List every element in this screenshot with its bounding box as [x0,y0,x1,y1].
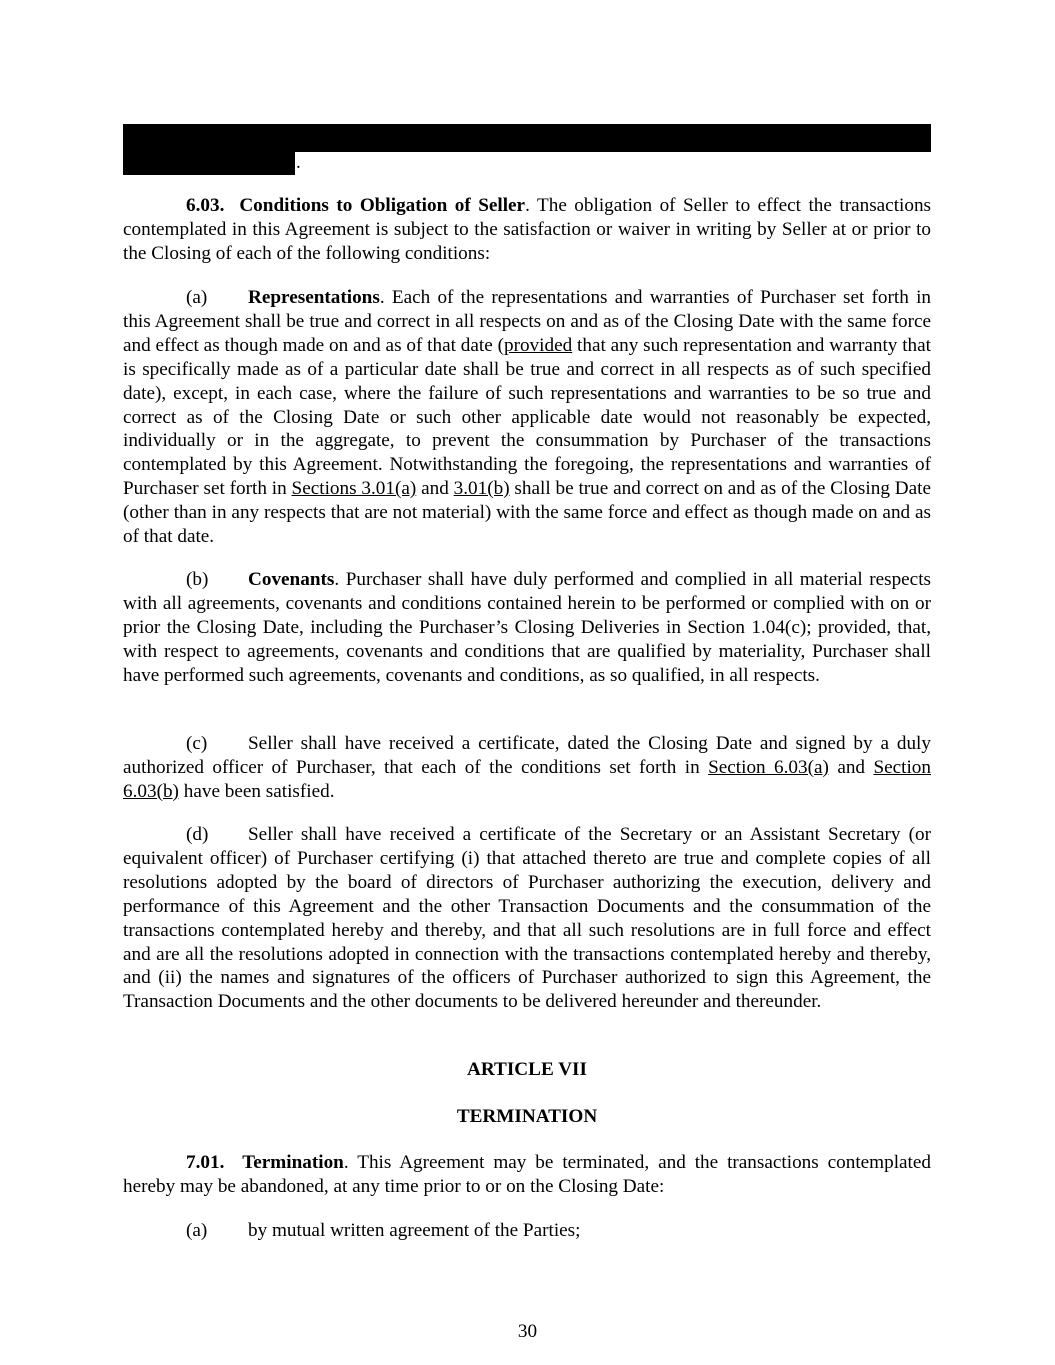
termination-item-a [186,1219,580,1243]
section-title: Conditions to Obligation of Seller [239,195,526,216]
conjunction: and [828,756,874,778]
section-title: Termination [242,1152,344,1173]
item-text: by mutual written agreement of the Parties; [248,1220,581,1241]
redaction-trailing-period: . [296,152,301,173]
condition-b [123,568,931,688]
item-text: Seller shall have received a certificate, dated the Closing Date and signed by a duly authorized officer of Purchaser, that each of the conditions set forth in [123,733,931,778]
condition-a [123,286,931,549]
item-label: (a) [186,287,208,308]
provided-term: provided [503,334,573,356]
section-reference: Section 6.03(a) [708,756,829,778]
redaction-bar [123,124,931,152]
item-text: that any such representation and warranty that is specifically made as of a particular date shall be true and correct in all respects as of such specified date), except, in each case, where the failure of such representations and warranties to be so true and correct as of the Closing Date or such other applicable date would not reasonably be expected, individually or in the aggregate, to prevent the consummation by Purchaser of the transactions contemplated by this Agreement. Notwithstanding the foregoing, the representations and warranties of Purchaser set forth in [123,334,931,500]
item-label: (b) [186,569,209,590]
section-7-01 [123,1151,931,1199]
condition-d [123,823,931,1014]
redaction-bar [123,152,295,175]
page-number: 30 [517,1321,538,1342]
item-text: shall be true and correct on and as of the Closing Date (other than in any respects that are not material) with the same force and effect as though made on and as of that date. [123,478,931,548]
section-text: . This Agreement may be terminated, and the transactions contemplated hereby may be abandoned, at any time prior to or on the Closing Date: [123,1152,931,1197]
item-text: . Each of the representations and warranties of Purchaser set forth in this Agreement shall be true and correct in all respects on and as of the Closing Date with the same force and effect as though made on and as of that date ( [123,287,931,356]
item-text: have been satisfied. [178,780,335,802]
condition-c [123,732,931,804]
item-heading: Covenants [248,569,335,590]
section-reference: Section 6.03(b) [123,756,931,802]
section-reference: 3.01(b) [453,478,510,500]
section-number: 7.01. [186,1152,225,1173]
item-text: . Purchaser shall have duly performed and complied in all material respects with all agreements, covenants and conditions contained herein to be performed or complied with on or prior the Closing Date, including the Purchaser’s Closing Deliveries in Section 1.04(c); provided, that, with respect to agreements, covenants and conditions that are qualified by materiality, Purchaser shall have performed such agreements, covenants and conditions, as so qualified, in all respects. [123,569,931,686]
section-reference: Sections 3.01(a) [291,478,417,500]
item-label: (c) [186,733,208,754]
item-text: Seller shall have received a certificate of the Secretary or an Assistant Secretary (or equivalent officer) of Purchaser certifying (i) that attached thereto are true and complete copies of all resolutions adopted by the board of directors of Purchaser authorizing the execution, delivery and performance of this Agreement and the other Transaction Documents and the consummation of the transactions contemplated hereby and thereby, and that all such resolutions are in full force and effect and are all the resolutions adopted in connection with the transactions contemplated hereby and thereby, and (ii) the names and signatures of the officers of Purchaser authorized to sign this Agreement, the Transaction Documents and the other documents to be delivered hereunder and thereunder. [123,824,931,1013]
section-text: . The obligation of Seller to effect the transactions contemplated in this Agreement is subject to the satisfaction or waiver in writing by Seller at or prior to the Closing of each of the following conditions: [123,195,932,264]
item-label: (d) [186,824,209,845]
section-6-03 [123,194,931,266]
article-number: ARTICLE VII [467,1059,587,1080]
item-label: (a) [186,1220,208,1241]
article-title: TERMINATION [456,1106,598,1127]
item-heading: Representations [248,287,380,308]
section-number: 6.03. [186,195,225,216]
conjunction: and [416,478,454,500]
